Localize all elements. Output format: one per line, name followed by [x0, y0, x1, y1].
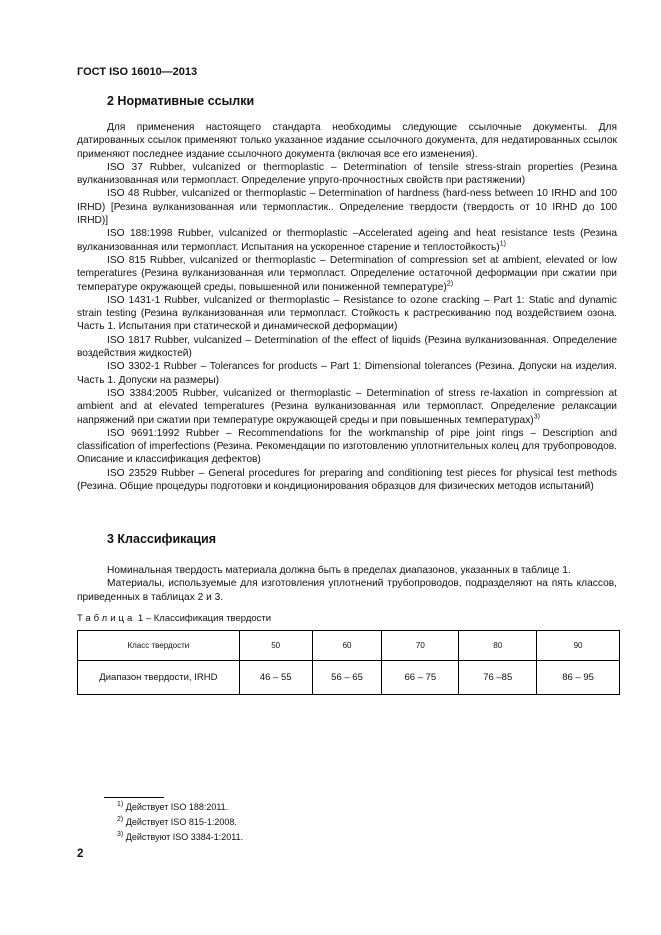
reference-item: ISO 9691:1992 Rubber – Recommendations for the workmanship of pipe joint rings – Description and classification of imperfections (Резина. Рекомендации по изготовлению уплотнительных колец для трубопроводов. Описание и классификация дефектов)	[77, 427, 617, 466]
paragraph: Материалы, используемые для изготовления уплотнений трубопроводов, подразделяют на пять классов, приведенных в таблицах 2 и 3.	[77, 578, 617, 603]
document-header: ГОСТ ISO 16010—2013	[77, 66, 198, 78]
table-cell: 76 –85	[459, 661, 537, 695]
table-cell: 60	[312, 631, 382, 661]
paragraph: Для применения настоящего стандарта необходимы следующие ссылочные документы. Для датированных ссылок применяют только указанное издание ссылочного документа, для недатированных ссылок применяют последнее издание ссылочного документа (включая все его изменения).	[77, 122, 617, 160]
footnote-ref: 1)	[499, 240, 506, 248]
paragraph: Номинальная твердость материала должна быть в пределах диапазонов, указанных в таблице 1.	[107, 565, 571, 576]
table-cell: 90	[537, 631, 620, 661]
footnote-ref: 2)	[446, 280, 454, 288]
table-cell: 70	[382, 631, 459, 661]
footnote-mark: 2)	[117, 816, 124, 823]
table-caption-word: Таблица	[77, 613, 136, 624]
reference-item: ISO 3384:2005 Rubber, vulcanized or thermoplastic – Determination of stress re-laxation in compression at ambient and at elevated temperatures (Резина вулканизованная или термопласт. Определение релаксации напряжений при сжатии при температуре окружающей среды и при повышенных температурах)$^{3)}$	[77, 387, 617, 426]
section-2-title: 2 Нормативные ссылки	[107, 94, 255, 108]
reference-item: ISO 1431-1 Rubber, vulcanized or thermoplastic – Resistance to ozone cracking – Part 1: Static and dynamic strain testing (Резина вулканизованная или термопласт. Стойкость к растрескиванию под воздействием озона. Часть 1. Испытания при статической и динамической деформации)	[77, 294, 617, 333]
table-cell: 56 – 65	[312, 661, 382, 695]
reference-item: ISO 37 Rubber, vulcanized or thermoplastic – Determination of tensile stress-strain properties (Резина вулканизованная или термопласт. Определение упруго-прочностных свойств при растяжении)	[77, 161, 617, 187]
table-cell: Диапазон твердости, IRHD	[78, 661, 240, 695]
footnote	[117, 800, 243, 815]
reference-item: ISO 23529 Rubber – General procedures for preparing and conditioning test pieces for physical test methods (Резина. Общие процедуры подготовки и кондиционирования образцов для физических методов испытаний)	[77, 467, 617, 493]
table-cell: 50	[239, 631, 312, 661]
classification-text	[77, 564, 617, 604]
table-cell: Класс твердости	[78, 631, 240, 661]
normative-references	[77, 121, 617, 493]
reference-item: ISO 188:1998 Rubber, vulcanized or thermoplastic –Accelerated ageing and heat resistance tests (Резина вулканизованная или термопласт. Испытания на ускоренное старение и теплостойкость)$^{1)}$	[77, 228, 617, 253]
reference-item: ISO 48 Rubber, vulcanized or thermoplastic – Determination of hardness (hard-ness between 10 IRHD and 100 IRHD) [Резина вулканизованная или термопластик.. Определение твердости (твердость от 10 IRHD до 100 IRHD)]	[77, 188, 617, 227]
table-row	[78, 661, 620, 695]
footnote-mark: 3)	[117, 831, 124, 838]
reference-item: ISO 815 Rubber, vulcanized or thermoplastic – Determination of compression set at ambient, elevated or low temperatures (Резина вулканизованная или термопласт. Определение остаточной деформации при сжатии при температуре окружающей среды, повышенной или пониженной температуре)$^{2)}$	[77, 254, 617, 293]
page-number: 2	[77, 848, 84, 860]
footnote	[117, 815, 243, 830]
reference-item: ISO 3302-1 Rubber – Tolerances for products – Part 1: Dimensional tolerances (Резина. Допуски на изделия. Часть 1. Допуски на размеры)	[77, 361, 617, 386]
footnote	[117, 830, 243, 845]
table-cell: 66 – 75	[382, 661, 459, 695]
footnote-text: Действует ISO 815-1:2008.	[125, 817, 237, 827]
table-cell: 80	[459, 631, 537, 661]
table-cell: 86 – 95	[537, 661, 620, 695]
table-caption	[77, 613, 271, 624]
table-caption-text: 1 – Классификация твердости	[137, 613, 272, 624]
footnotes	[117, 800, 243, 845]
reference-item: ISO 1817 Rubber, vulcanized – Determination of the effect of liquids (Резина вулканизованная. Определение воздействия жидкостей)	[77, 334, 617, 360]
footnote-mark: 1)	[117, 801, 124, 808]
table-cell: 46 – 55	[239, 661, 312, 695]
footnote-divider	[104, 797, 164, 798]
footnote-text: Действует ISO 188:2011.	[125, 802, 229, 812]
section-3-title: 3 Классификация	[107, 532, 217, 546]
footnote-ref: 3)	[533, 413, 540, 421]
table-header-row	[78, 631, 620, 661]
hardness-table	[77, 630, 620, 695]
footnote-text: Действуют ISO 3384-1:2011.	[125, 832, 244, 842]
